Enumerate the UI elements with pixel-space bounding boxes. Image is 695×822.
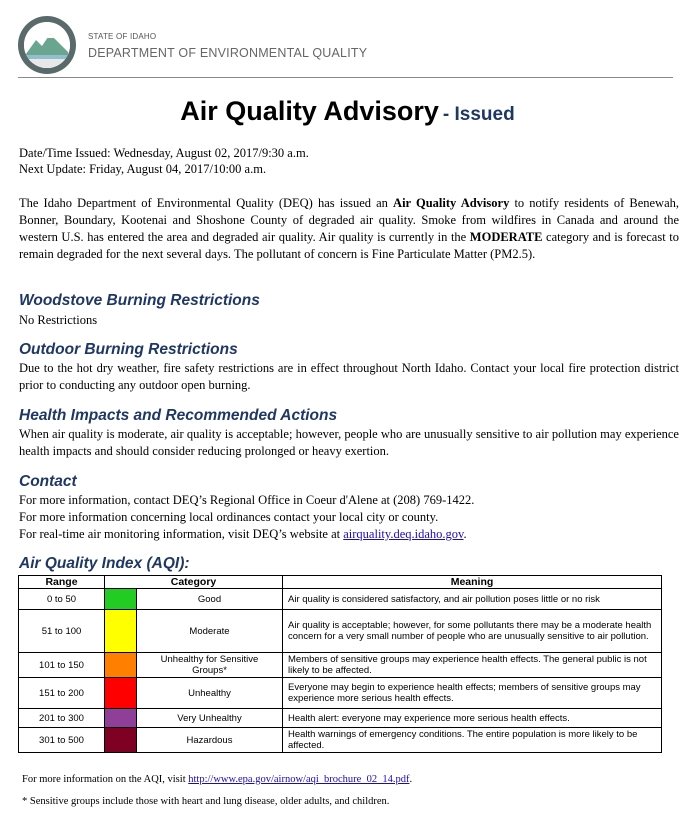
aqi-category: Hazardous <box>137 728 283 753</box>
range-column-header: Range <box>19 576 105 589</box>
aqi-color-swatch <box>105 589 137 610</box>
aqi-range: 301 to 500 <box>19 728 105 753</box>
woodstove-heading: Woodstove Burning Restrictions <box>19 292 260 309</box>
aqi-row-moderate <box>19 610 662 653</box>
intro-text-3: category and is forecast to remain degraded for the next several days. The pollutant of concern is Fine Particulate Matter (PM2.5). <box>19 230 679 261</box>
aqi-category: Unhealthy <box>137 678 283 709</box>
title-main: Air Quality Advisory <box>180 96 439 126</box>
airquality-website-link[interactable]: airquality.deq.idaho.gov <box>343 527 464 541</box>
health-text: When air quality is moderate, air quality is acceptable; however, people who are unusually sensitive to air pollution may experience health impacts and should consider reducing prolonged or heavy exertion. <box>19 427 679 458</box>
aqi-more-info-text: For more information on the AQI, visit <box>22 774 189 785</box>
department-name: DEPARTMENT OF ENVIRONMENTAL QUALITY <box>88 46 368 60</box>
aqi-color-swatch <box>105 728 137 753</box>
intro-paragraph <box>19 195 679 263</box>
aqi-table <box>18 575 662 753</box>
contact-line-3-text: For real-time air monitoring information, visit DEQ’s website at <box>19 527 344 541</box>
aqi-color-swatch <box>105 653 137 678</box>
header-divider <box>18 77 673 78</box>
intro-bold-advisory: Air Quality Advisory <box>393 196 510 210</box>
page-header <box>18 14 673 78</box>
outdoor-heading: Outdoor Burning Restrictions <box>19 341 238 358</box>
contact-line-2: For more information concerning local ordinances contact your local city or county. <box>19 510 439 524</box>
aqi-table-header <box>19 576 662 589</box>
aqi-range: 101 to 150 <box>19 653 105 678</box>
contact-line-1: For more information, contact DEQ’s Regional Office in Coeur d'Alene at (208) 769-1422. <box>19 493 475 507</box>
intro-text-1: The Idaho Department of Environmental Quality (DEQ) has issued an <box>19 196 394 210</box>
aqi-meaning: Air quality is acceptable; however, for some pollutants there may be a moderate health concern for a very small number of people who are unusually sensitive to air pollution. <box>283 610 662 653</box>
aqi-row-unhealthy <box>19 678 662 709</box>
aqi-color-swatch <box>105 610 137 653</box>
aqi-range: 201 to 300 <box>19 709 105 728</box>
category-column-header: Category <box>105 576 283 589</box>
aqi-brochure-link[interactable]: http://www.epa.gov/airnow/aqi_brochure_02_14.pdf <box>188 774 410 785</box>
aqi-heading: Air Quality Index (AQI): <box>19 555 190 572</box>
aqi-color-swatch <box>105 709 137 728</box>
aqi-more-info-suffix: . <box>409 774 413 785</box>
page-title <box>0 96 695 127</box>
aqi-meaning: Health warnings of emergency conditions. The entire population is more likely to be affected. <box>283 728 662 753</box>
aqi-more-info <box>22 774 412 785</box>
aqi-category: Unhealthy for Sensitive Groups* <box>137 653 283 678</box>
aqi-row-very-unhealthy <box>19 709 662 728</box>
aqi-range: 51 to 100 <box>19 610 105 653</box>
aqi-row-good <box>19 589 662 610</box>
sensitive-groups-note: * Sensitive groups include those with heart and lung disease, older adults, and children. <box>22 796 390 807</box>
intro-text-2: to notify residents of Benewah, Bonner, Boundary, Kootenai and Shoshone County of degraded air quality. Smoke from wildfires in Canada and around the western U.S. has entered the area and degraded air quality. Air quality is currently in the <box>19 196 680 244</box>
meaning-column-header: Meaning <box>283 576 662 589</box>
aqi-range: 151 to 200 <box>19 678 105 709</box>
aqi-meaning: Air quality is considered satisfactory, and air pollution poses little or no risk <box>283 589 662 610</box>
aqi-meaning: Health alert: everyone may experience more serious health effects. <box>283 709 662 728</box>
aqi-color-swatch <box>105 678 137 709</box>
aqi-category: Good <box>137 589 283 610</box>
next-update: Next Update: Friday, August 04, 2017/10:00 a.m. <box>19 161 267 176</box>
state-label: STATE OF IDAHO <box>88 32 157 41</box>
contact-line-3 <box>19 526 679 543</box>
aqi-category: Moderate <box>137 610 283 653</box>
woodstove-text: No Restrictions <box>19 313 98 327</box>
issue-info <box>19 146 309 177</box>
aqi-meaning: Everyone may begin to experience health effects; members of sensitive groups may experience more serious health effects. <box>283 678 662 709</box>
aqi-range: 0 to 50 <box>19 589 105 610</box>
aqi-category: Very Unhealthy <box>137 709 283 728</box>
aqi-row-usg <box>19 653 662 678</box>
title-status: - Issued <box>442 104 515 125</box>
aqi-meaning: Members of sensitive groups may experience health effects. The general public is not likely to be affected. <box>283 653 662 678</box>
aqi-row-hazardous <box>19 728 662 753</box>
contact-line-3-suffix: . <box>463 527 467 541</box>
issued-datetime: Date/Time Issued: Wednesday, August 02, 2017/9:30 a.m. <box>19 146 309 160</box>
health-heading: Health Impacts and Recommended Actions <box>19 407 338 424</box>
outdoor-text: Due to the hot dry weather, fire safety restrictions are in effect throughout North Idaho. Contact your local fire protection district prior to conducting any outdoor open burning. <box>19 361 679 392</box>
intro-bold-moderate: MODERATE <box>469 230 543 244</box>
contact-heading: Contact <box>19 473 77 490</box>
deq-seal-logo <box>18 16 76 74</box>
